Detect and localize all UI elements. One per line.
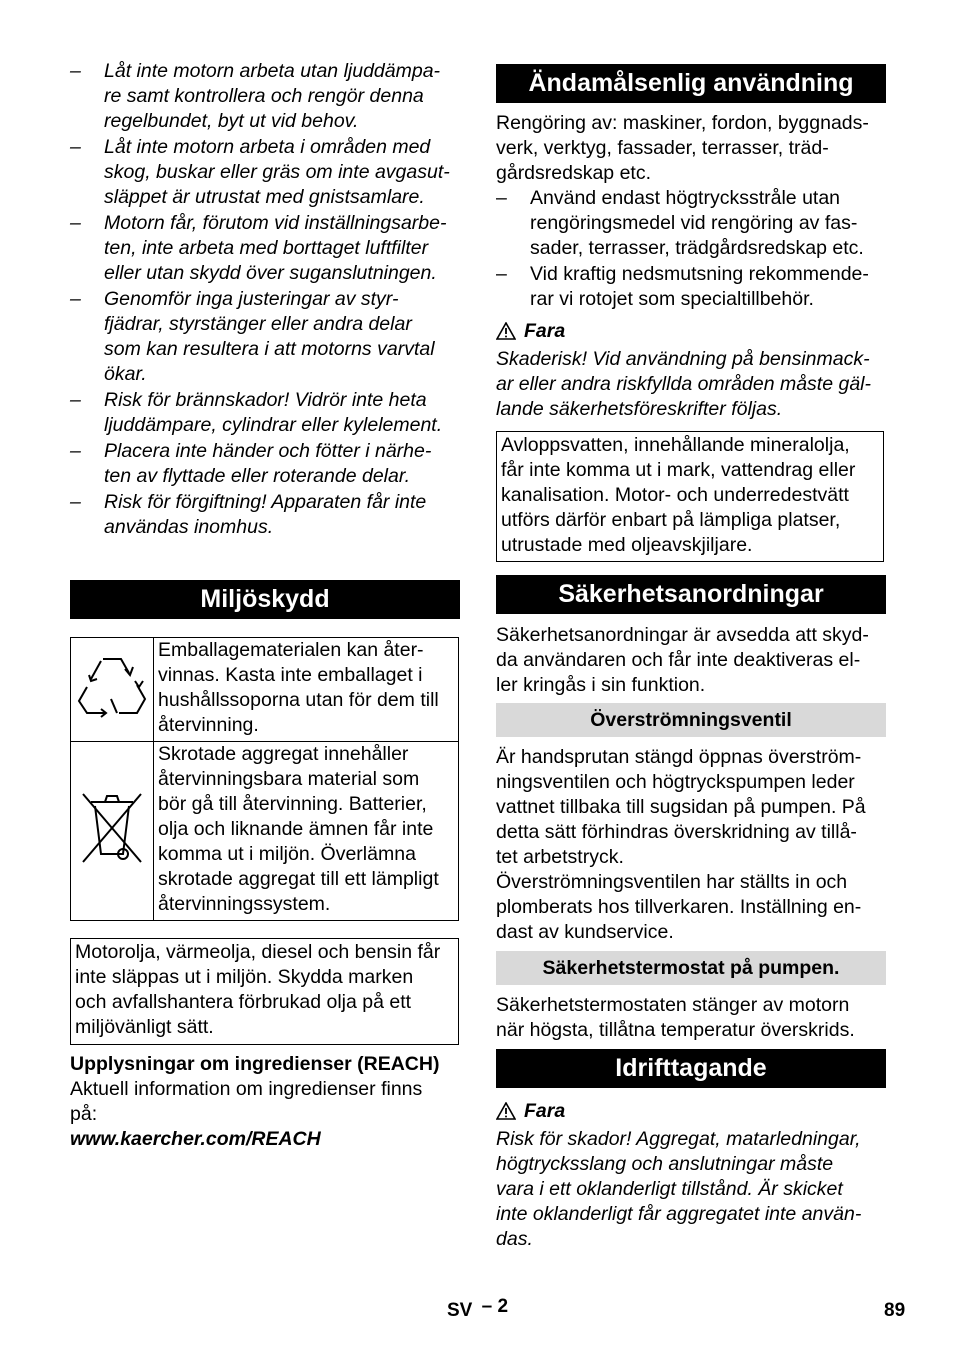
footer-language: SV – 2 [447, 1296, 509, 1321]
overflow-heading: Överströmningsventil [496, 703, 886, 737]
crossed-bin-icon [77, 851, 147, 873]
thermostat-text: Säkerhetstermostaten stänger av motorn när högsta, tillåtna temperatur överskrids. [496, 994, 855, 1041]
oil-notice-text: Motorolja, värmeolja, diesel och bensin får inte släppas ut i miljön. Skydda marken och avfallshantera förbrukad olja på ett miljövänligt sätt. [75, 941, 441, 1038]
table-row [71, 638, 459, 742]
list-item: – Använd endast högtrycksstråle utan rengöringsmedel vid rengöring av fas- sader, terrasser, trädgårdsredskap etc. [496, 187, 864, 259]
oil-notice-box [70, 938, 459, 1045]
env-table [70, 637, 459, 921]
icon-cell [71, 742, 154, 921]
reach-text: Aktuell information om ingredienser finns på: [70, 1078, 423, 1125]
env-text-cell [154, 638, 459, 742]
list-item: – Risk för brännskador! Vidrör inte heta ljuddämpare, cylindrar eller kylelement. [70, 389, 443, 436]
danger-label: Fara [496, 319, 565, 344]
list-item: – Vid kraftig nedsmutsning rekommende- rar vi rotojet som specialtillbehör. [496, 263, 869, 310]
thermostat-heading: Säkerhetstermostat på pumpen. [496, 951, 886, 985]
reach-url[interactable]: www.kaercher.com/REACH [70, 1128, 321, 1150]
usage-heading: Ändamålsenlig användning [496, 64, 886, 103]
usage-list [496, 186, 886, 313]
wastewater-text: Avloppsvatten, innehållande mineralolja, får inte komma ut i mark, vattendrag eller kanalisation. Motor- och underredestvätt utförs därför enbart på lämpliga platser, utrustade med oljeavskjiljare. [501, 434, 856, 556]
footer-sub-page: – 2 [481, 1296, 509, 1317]
list-item: – Risk för förgiftning! Apparaten får inte användas inomhus. [70, 491, 427, 538]
safety-heading: Säkerhetsanordningar [496, 575, 886, 614]
safety-text: Säkerhetsanordningar är avsedda att skyd- da användaren och får inte deaktiveras el- ler kringås i sin funktion. [496, 624, 869, 696]
disposal-text: Skrotade aggregat innehåller återvinningsbara material som bör gå till återvinning. Batterier, olja och liknande ämnen får inte komma ut i miljön. Överlämna skrotade aggregat till ett lämpligt återvinningssystem. [158, 743, 439, 915]
startup-danger-text: Risk för skador! Aggregat, matarledningar, högtrycksslang och anslutningar måste vara i ett oklanderligt tillstånd. Är skicket inte oklanderligt får aggregatet inte använ- das. [496, 1128, 862, 1250]
warning-triangle-icon [496, 1100, 524, 1122]
list-item: – Placera inte händer och fötter i närhe- ten av flyttade eller roterande delar. [70, 440, 432, 487]
recycling-text: Emballagematerialen kan åter- vinnas. Kasta inte emballaget i hushållssoporna utan för dem till återvinning. [158, 639, 439, 736]
recycling-icon [73, 708, 151, 730]
safety-list [70, 59, 460, 541]
icon-cell [71, 638, 154, 742]
reach-title: Upplysningar om ingredienser (REACH) [70, 1053, 440, 1075]
page-number: 89 [884, 1300, 906, 1321]
list-item: – Motorn får, förutom vid inställningsarbe- ten, inte arbeta med borttaget luftfilter eller utan skydd över suganslutningen. [70, 212, 447, 284]
wastewater-box [496, 431, 884, 562]
overflow-text: Är handsprutan stängd öppnas överström- ningsventilen och högtryckspumpen leder vattnet tillbaka till sugsidan på pumpen. På detta sätt förhindras överskridning av tillå- tet arbetstryck. Överströmningsventilen har ställts in och plomberats hos tillverkaren. Inställning en- dast av kundservice. [496, 746, 866, 943]
list-item: – Låt inte motorn arbeta i områden med skog, buskar eller gräs om inte avgasut- släppet är utrustat med gnistsamlare. [70, 136, 450, 208]
danger-label: Fara [496, 1099, 565, 1124]
list-item: – Genomför inga justeringar av styr- fjädrar, styrstänger eller andra delar som kan resultera i att motorns varvtal ökar. [70, 288, 435, 385]
usage-text: Rengöring av: maskiner, fordon, byggnads- verk, verktyg, fassader, terrasser, träd- gårdsredskap etc. [496, 112, 869, 184]
env-text-cell [154, 742, 459, 921]
usage-danger-text: Skaderisk! Vid användning på bensinmack- ar eller andra riskfyllda områden måste gäl- lande säkerhetsföreskrifter följas. [496, 348, 871, 420]
env-heading: Miljöskydd [70, 580, 460, 619]
list-item: – Låt inte motorn arbeta utan ljuddämpa- re samt kontrollera och rengör denna regelbundet, byt ut vid behov. [70, 60, 441, 132]
startup-heading: Idrifttagande [496, 1049, 886, 1088]
warning-triangle-icon [496, 320, 524, 342]
table-row [71, 742, 459, 921]
